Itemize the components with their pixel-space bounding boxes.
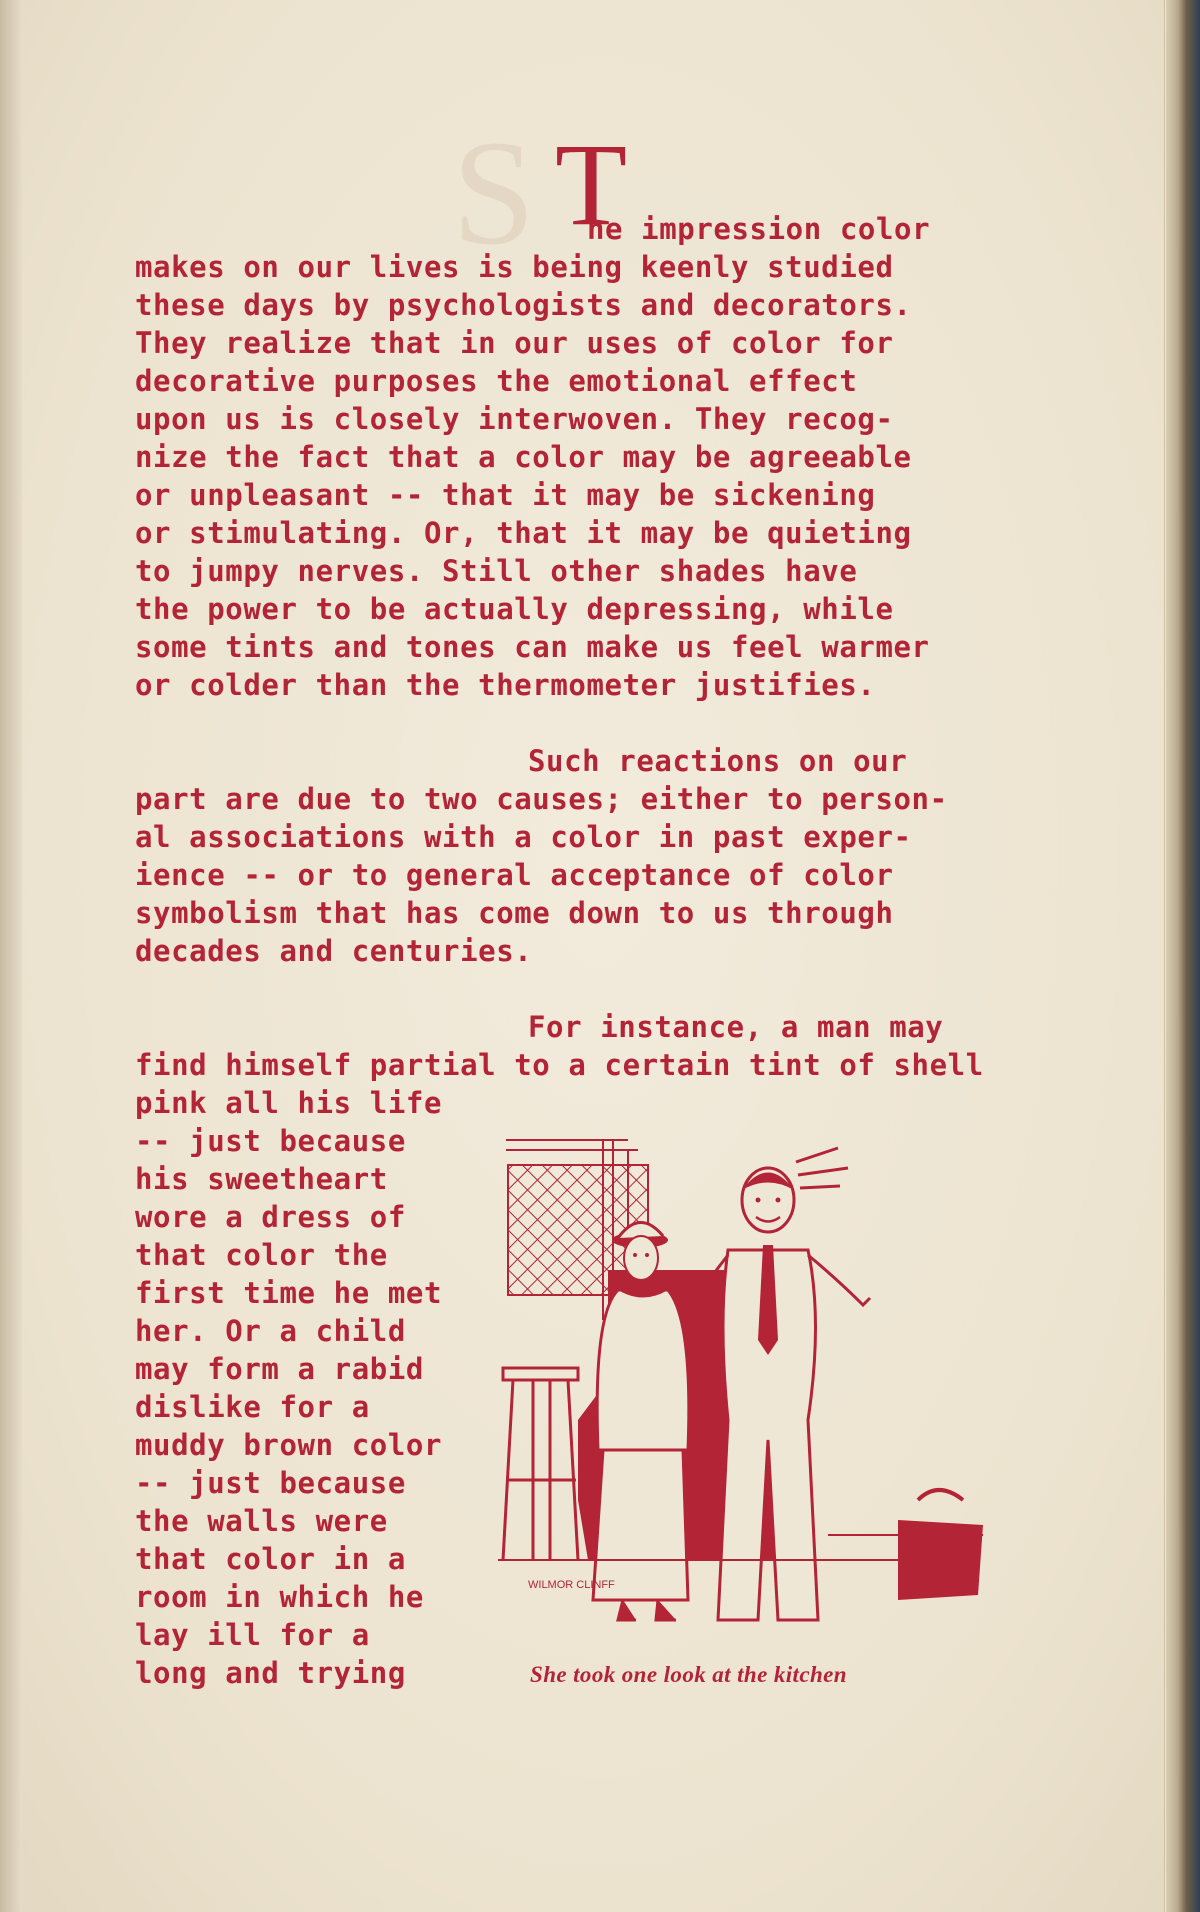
text-line: part are due to two causes; either to person- xyxy=(135,782,948,816)
text-line: his sweetheart xyxy=(135,1162,388,1196)
text-line: or stimulating. Or, that it may be quieting xyxy=(135,516,912,550)
text-line: muddy brown color xyxy=(135,1428,443,1462)
text-line: makes on our lives is being keenly studied xyxy=(135,250,894,284)
drop-cap: T xyxy=(555,119,628,250)
text-line: For instance, a man may xyxy=(528,1010,944,1044)
text-line: al associations with a color in past exper- xyxy=(135,820,912,854)
text-line: room in which he xyxy=(135,1580,424,1614)
text-line: wore a dress of xyxy=(135,1200,406,1234)
text-line: -- just because xyxy=(135,1124,406,1158)
text-line: to jumpy nerves. Still other shades have xyxy=(135,554,858,588)
text-line: decorative purposes the emotional effect xyxy=(135,364,858,398)
text-line: that color in a xyxy=(135,1542,406,1576)
text-line: the power to be actually depressing, while xyxy=(135,592,894,626)
text-line: some tints and tones can make us feel warmer xyxy=(135,630,930,664)
text-line: nize the fact that a color may be agreeable xyxy=(135,440,912,474)
couple-illustration xyxy=(478,1120,998,1640)
text-line: he impression color xyxy=(587,212,931,246)
text-line: long and trying xyxy=(135,1656,406,1690)
text-line: -- just because xyxy=(135,1466,406,1500)
bar-stool xyxy=(503,1368,578,1560)
text-line: lay ill for a xyxy=(135,1618,370,1652)
text-line: find himself partial to a certain tint of shell xyxy=(135,1048,984,1082)
text-line: decades and centuries. xyxy=(135,934,533,968)
text-line: pink all his life xyxy=(135,1086,443,1120)
illustration-caption: She took one look at the kitchen xyxy=(530,1662,847,1687)
show-through-letter: S xyxy=(452,110,536,276)
book-cover-edge xyxy=(1166,0,1200,1912)
text-line: her. Or a child xyxy=(135,1314,406,1348)
page-binding-shadow xyxy=(0,0,22,1912)
text-line: upon us is closely interwoven. They recog- xyxy=(135,402,894,436)
text-line: or unpleasant -- that it may be sickening xyxy=(135,478,876,512)
text-line: the walls were xyxy=(135,1504,388,1538)
text-line: They realize that in our uses of color for xyxy=(135,326,894,360)
text-line: ience -- or to general acceptance of color xyxy=(135,858,894,892)
text-line: that color the xyxy=(135,1238,388,1272)
text-line: symbolism that has come down to us through xyxy=(135,896,894,930)
text-line: these days by psychologists and decorators. xyxy=(135,288,912,322)
text-line: may form a rabid xyxy=(135,1352,424,1386)
text-line: Such reactions on our xyxy=(528,744,908,778)
text-line: first time he met xyxy=(135,1276,443,1310)
text-line: dislike for a xyxy=(135,1390,370,1424)
text-line: or colder than the thermometer justifies. xyxy=(135,668,876,702)
suitcase xyxy=(828,1490,983,1600)
artist-signature: WILMOR CLINFF xyxy=(528,1579,615,1591)
